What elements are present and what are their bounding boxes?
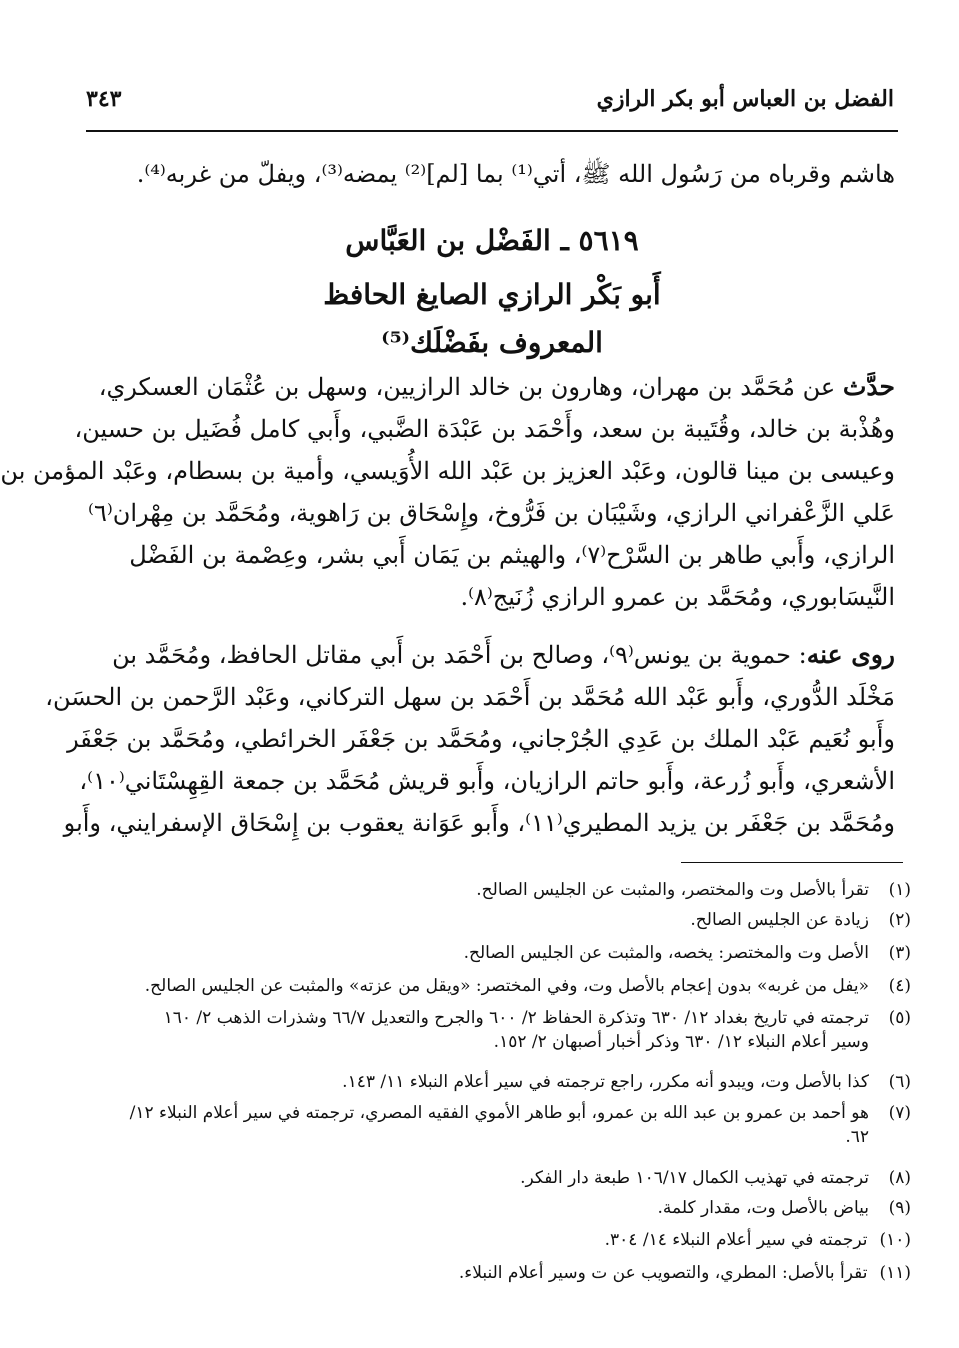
line-text: عن مُحَمَّد بن مهران، وهارون بن خالد الرازيين، وسهل بن عُثْمَان العسكري، bbox=[98, 373, 843, 401]
footnote-4 bbox=[91, 974, 911, 998]
footnote-text: تقرأ بالأصل وت والمختصر، والمثبت عن الجليس الصالح. bbox=[476, 880, 869, 900]
entry-heading-number-name: ٥٦١٩ ـ الفَضْل بن العَبَّاس bbox=[345, 224, 639, 257]
footnote-2 bbox=[91, 908, 911, 932]
footnote-text: ترجمته في تاريخ بغداد ١٢/ ٦٣٠ وتذكرة الحفاظ ٢/ ٦٠٠ والجرح والتعديل ٦٦/٧ وشذرات الذهب ٢/ ١٦٠ bbox=[163, 1008, 869, 1028]
footnote-5 bbox=[91, 1006, 911, 1054]
footnote-1 bbox=[91, 878, 911, 902]
footnote-number: (٣) bbox=[888, 943, 911, 963]
paragraph-line: وعيسى بن مينا قالون، وعَبْد العزيز بن عَبْد الله الأُوَيسي، وأمية بن بسطام، وعَبْد المؤمن بن bbox=[0, 457, 895, 485]
footnote-text: تقرأ بالأصل: المطري، والتصويب عن ت وسير أعلام النبلاء. bbox=[458, 1263, 868, 1283]
footnote-text: هو أحمد بن عمرو بن عبد الله بن عمرو، أبو طاهر الأموي الفقيه المصري، ترجمته في سير أعلام النبلاء ١٢/ bbox=[129, 1103, 869, 1123]
footnote-number: (٦) bbox=[888, 1072, 911, 1092]
footnote-11 bbox=[91, 1261, 911, 1285]
footnote-number: (١١) bbox=[879, 1263, 911, 1283]
footnote-7 bbox=[91, 1101, 911, 1149]
footnote-text: «يفل من غربه» بدون إعجام بالأصل وت، وفي المختصر: «ويقل من عزته» والمثبت عن الجليس الصالح. bbox=[144, 976, 869, 996]
rawa-keyword: روى عنه bbox=[806, 640, 895, 669]
footnote-text: زيادة عن الجليس الصالح. bbox=[690, 910, 869, 930]
footnote-number: (٥) bbox=[888, 1008, 911, 1028]
footnote-number: (٩) bbox=[888, 1198, 911, 1218]
footnote-text: ترجمته في سير أعلام النبلاء ١٤/ ٣٠٤. bbox=[604, 1230, 868, 1250]
intro-line: هاشم وقرباه من رَسُول الله ﷺ، أتي⁽¹⁾ بما [لم]⁽²⁾ يمضه⁽³⁾، ويفلّ من غربه⁽⁴⁾. bbox=[136, 160, 895, 188]
footnote-3 bbox=[91, 941, 911, 965]
paragraph-line: عَلي الزَّعْفراني الرازي، وشَيْبَان بن فَرُّوخ، وإِسْحَاق بن رَاهوية، ومُحَمَّد بن مِهْران⁽٦⁾ bbox=[88, 499, 895, 527]
footnote-9 bbox=[91, 1196, 911, 1220]
paragraph-line: وهُذْبة بن خالد، وقُتَيبة بن سعد، وأَحْمَد بن عَبْدَة الضَّبي، وأَبي كامل فُضَيل بن حسين، bbox=[74, 415, 895, 443]
page-number: ٣٤٣ bbox=[86, 86, 122, 112]
footnote-number: (٧) bbox=[888, 1103, 911, 1123]
haddatha-keyword: حدَّث bbox=[842, 372, 895, 401]
haddatha-paragraph bbox=[0, 366, 895, 618]
running-header bbox=[86, 84, 898, 132]
footnote-continuation: ٦٢. bbox=[845, 1127, 869, 1147]
footnote-text: ترجمته في تهذيب الكمال ١٠٦/١٧ طبعة دار الفكر. bbox=[520, 1168, 869, 1188]
running-title: الفضل بن العباس أبو بكر الرازي bbox=[596, 86, 894, 112]
footnote-separator bbox=[681, 862, 903, 863]
paragraph-line bbox=[83, 634, 895, 676]
footnote-number: (١) bbox=[888, 880, 911, 900]
paragraph-line bbox=[83, 366, 895, 408]
footnote-text: بياض بالأصل وت، مقدار كلمة. bbox=[657, 1198, 869, 1218]
entry-heading-kunya: أَبو بَكْر الرازي الصايغ الحافظ bbox=[323, 278, 661, 311]
line-text: : حموية بن يونس⁽٩⁾، وصالح بن أَحْمَد بن أَبي مقاتل الحافظ، ومُحَمَّد بن bbox=[112, 641, 807, 669]
paragraph-line: النَّيسَابوري، ومُحَمَّد بن عمرو الرازي زُنَيج⁽٨⁾. bbox=[460, 583, 895, 611]
footnote-8 bbox=[91, 1166, 911, 1190]
footnote-text: الأصل وت والمختصر: يخصه، والمثبت عن الجليس الصالح. bbox=[463, 943, 869, 963]
footnote-number: (٢) bbox=[888, 910, 911, 930]
footnote-number: (٤) bbox=[888, 976, 911, 996]
rawa-paragraph bbox=[45, 634, 895, 844]
footnote-number: (٨) bbox=[888, 1168, 911, 1188]
footnote-6 bbox=[91, 1070, 911, 1094]
paragraph-line: الرازي، وأَبي طاهر بن السَّرْح⁽٧⁾، والهيثم بن يَمَان أَبي بشر، وعِصْمة بن الفَضْل bbox=[129, 541, 895, 569]
paragraph-line: ومُحَمَّد بن جَعْفَر بن يزيد المطيري⁽١١⁾، وأَبو عَوَانة يعقوب بن إِسْحَاق الإسفرايني، وأَبو bbox=[63, 809, 895, 837]
footnote-continuation: وسير أعلام النبلاء ١٢/ ٦٣٠ وذكر أخبار أصبهان ٢/ ١٥٢. bbox=[493, 1032, 869, 1052]
paragraph-line: مَخْلَد الدُّوري، وأَبو عَبْد الله مُحَمَّد بن أَحْمَد بن سهل التركاني، وعَبْد الرَّحمن بن الحسَن، bbox=[45, 683, 895, 711]
footnote-10 bbox=[91, 1228, 911, 1252]
entry-heading-nickname: المعروف بفَضْلَك⁽⁵⁾ bbox=[381, 326, 603, 359]
footnote-text: كذا بالأصل وت، ويبدو أنه مكرر، راجع ترجمته في سير أعلام النبلاء ١١/ ١٤٣. bbox=[342, 1072, 869, 1092]
paragraph-line: الأشعري، وأَبو زُرعة، وأَبو حاتم الرازيان، وأَبو قريش مُحَمَّد بن جمعة القِهِسْتَاني⁽١٠⁾، bbox=[79, 767, 895, 795]
footnote-number: (١٠) bbox=[879, 1230, 911, 1250]
paragraph-line: وأَبو نُعَيم عَبْد الملك بن عَدِي الجُرْجاني، ومُحَمَّد بن جَعْفَر الخرائطي، ومُحَمَّد بن جَعْفَر bbox=[67, 725, 895, 753]
